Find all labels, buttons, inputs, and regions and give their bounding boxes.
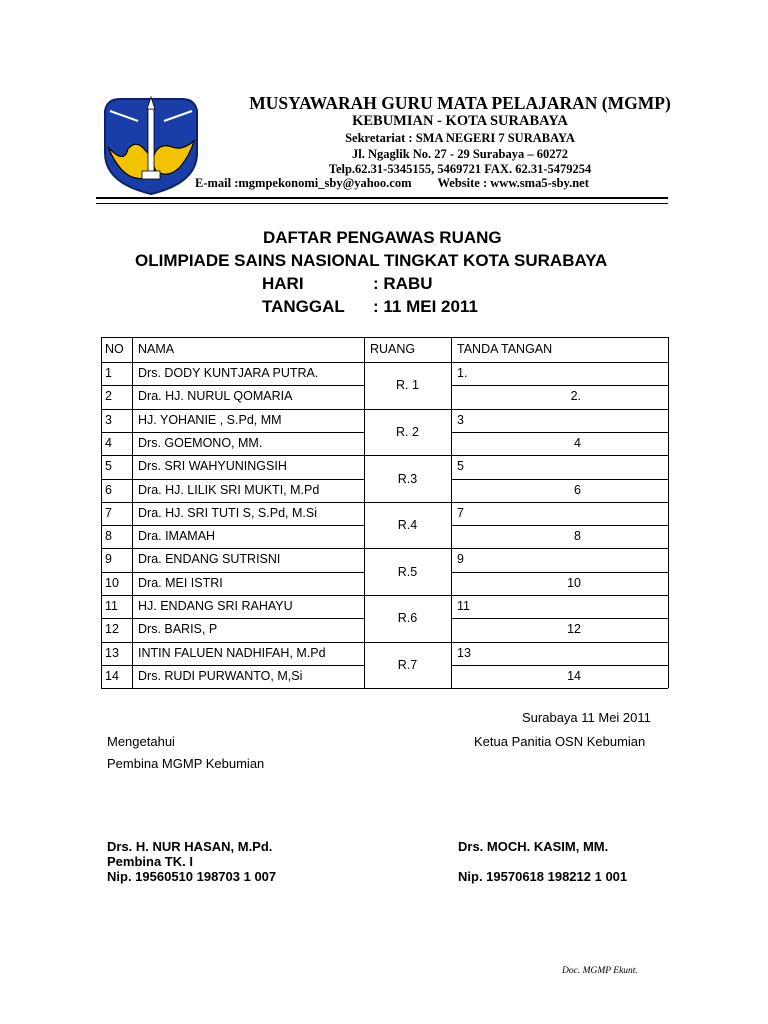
- row-no: 1: [105, 366, 112, 380]
- row-no: 8: [105, 529, 112, 544]
- row-signature: 11: [457, 599, 470, 613]
- left-signer-nip: Nip. 19560510 198703 1 007: [107, 869, 277, 884]
- header-room: RUANG: [370, 342, 416, 356]
- row-no: 6: [105, 482, 112, 497]
- header-signature: TANDA TANGAN: [457, 342, 553, 356]
- table-row-line: [451, 572, 668, 573]
- header-no: NO: [105, 342, 124, 356]
- secretariat: Sekretariat : SMA NEGERI 7 SURABAYA: [345, 131, 575, 145]
- row-signature: 7: [457, 505, 464, 520]
- table-row-line: [101, 618, 364, 619]
- row-name: HJ. YOHANIE , S.Pd, MM: [138, 412, 282, 427]
- day-label: HARI: [262, 274, 304, 293]
- row-name: INTIN FALUEN NADHIFAH, M.Pd: [138, 645, 326, 660]
- row-signature: 2.: [570, 389, 581, 404]
- room-cell: R.5: [397, 564, 418, 579]
- email: E-mail :mgmpekonomi_sby@yahoo.com: [195, 176, 412, 190]
- room-cell: R.3: [397, 471, 418, 486]
- row-name: Drs. DODY KUNTJARA PUTRA.: [138, 366, 319, 380]
- row-signature: 8: [574, 529, 581, 544]
- table-row-line: [451, 618, 668, 619]
- right-signer-nip: Nip. 19570618 198212 1 001: [458, 869, 628, 884]
- room-cell: R.4: [397, 518, 418, 533]
- website: Website : www.sma5-sby.net: [437, 176, 589, 190]
- left-signer-rank: Pembina TK. I: [107, 854, 193, 869]
- table-row-line: [451, 385, 668, 386]
- event-title: OLIMPIADE SAINS NASIONAL TINGKAT KOTA SURABAYA: [135, 251, 608, 270]
- date-value: : 11 MEI 2011: [373, 297, 478, 316]
- contact-line: [195, 176, 735, 191]
- table-row-line: [101, 665, 364, 666]
- document-title: DAFTAR PENGAWAS RUANG: [263, 228, 502, 247]
- header-name: NAMA: [138, 342, 175, 356]
- row-signature: 9: [457, 552, 464, 567]
- table-row-line: [101, 479, 364, 480]
- table-row-line: [101, 409, 668, 410]
- row-signature: 13: [457, 645, 471, 660]
- row-no: 13: [105, 645, 119, 660]
- table-row-line: [101, 362, 668, 363]
- row-no: 12: [105, 622, 119, 637]
- table-row-line: [101, 688, 668, 689]
- row-signature: 6: [574, 482, 581, 497]
- surabaya-city-emblem-icon: [98, 91, 204, 197]
- letterhead-rule-thick: [96, 197, 668, 199]
- table-row-line: [451, 432, 668, 433]
- row-no: 3: [105, 412, 112, 427]
- room-cell: R.6: [397, 611, 418, 626]
- row-no: 5: [105, 459, 112, 474]
- row-name: Drs. BARIS, P: [138, 622, 218, 637]
- row-no: 4: [105, 435, 112, 450]
- row-signature: 12: [567, 622, 581, 637]
- address: Jl. Ngaglik No. 27 - 29 Surabaya – 60272: [352, 147, 568, 161]
- row-name: Dra. ENDANG SUTRISNI: [138, 552, 281, 567]
- row-name: Dra. HJ. LILIK SRI MUKTI, M.Pd: [138, 482, 320, 497]
- right-signer-name: Drs. MOCH. KASIM, MM.: [458, 839, 609, 854]
- row-signature: 10: [567, 575, 581, 590]
- left-signer-name: Drs. H. NUR HASAN, M.Pd.: [107, 839, 273, 854]
- supervisor-table: [101, 337, 668, 688]
- table-row-line: [101, 572, 364, 573]
- table-row-line: [451, 479, 668, 480]
- place-date: Surabaya 11 Mei 2011: [522, 710, 651, 725]
- acknowledged-label: Mengetahui: [107, 734, 175, 749]
- row-name: Drs. SRI WAHYUNINGSIH: [138, 459, 287, 474]
- row-name: Dra. MEI ISTRI: [138, 575, 223, 590]
- advisor-label: Pembina MGMP Kebumian: [107, 756, 265, 771]
- table-row-line: [101, 548, 668, 549]
- committee-chair-label: Ketua Panitia OSN Kebumian: [474, 734, 646, 749]
- table-row-line: [101, 502, 668, 503]
- row-name: Drs. RUDI PURWANTO, M,Si: [138, 668, 303, 683]
- row-name: Dra. HJ. NURUL QOMARIA: [138, 389, 293, 404]
- table-row-line: [451, 525, 668, 526]
- date-line: [262, 297, 478, 317]
- row-signature: 4: [574, 435, 581, 450]
- row-no: 11: [105, 599, 118, 613]
- row-no: 10: [105, 575, 119, 590]
- day-value: : RABU: [373, 274, 433, 293]
- table-row-line: [451, 665, 668, 666]
- table-col-line: [668, 337, 669, 688]
- room-cell: R. 1: [396, 378, 419, 393]
- table-row-line: [101, 432, 364, 433]
- row-name: Dra. IMAMAH: [138, 529, 216, 544]
- row-signature: 5: [457, 459, 464, 474]
- table-col-line: [132, 337, 133, 688]
- phone-fax: Telp.62.31-5345155, 5469721 FAX. 62.31-5479254: [328, 162, 592, 176]
- document-reference: Doc. MGMP Ekunt.: [562, 966, 638, 976]
- table-col-line: [101, 337, 102, 688]
- table-row-line: [101, 525, 364, 526]
- row-signature: 1.: [457, 366, 468, 380]
- room-cell: R. 2: [396, 424, 419, 439]
- day-line: [262, 274, 433, 294]
- room-cell: R.7: [397, 657, 418, 672]
- table-col-line: [451, 337, 452, 688]
- letterhead-rule-thin: [96, 203, 668, 204]
- row-no: 2: [105, 389, 112, 404]
- row-signature: 14: [567, 668, 581, 683]
- table-row-line: [101, 642, 668, 643]
- table-row-line: [101, 337, 668, 338]
- table-row-line: [101, 385, 364, 386]
- org-name: MUSYAWARAH GURU MATA PELAJARAN (MGMP): [249, 93, 671, 113]
- row-no: 14: [105, 668, 119, 683]
- row-name: Dra. HJ. SRI TUTI S, S.Pd, M.Si: [138, 505, 317, 520]
- table-row-line: [101, 595, 668, 596]
- row-no: 7: [105, 505, 112, 520]
- row-no: 9: [105, 552, 112, 567]
- row-name: HJ. ENDANG SRI RAHAYU: [138, 599, 293, 613]
- table-row-line: [101, 455, 668, 456]
- row-name: Drs. GOEMONO, MM.: [138, 435, 263, 450]
- date-label: TANGGAL: [262, 297, 345, 316]
- org-subtitle: KEBUMIAN - KOTA SURABAYA: [352, 113, 568, 129]
- row-signature: 3: [457, 412, 464, 427]
